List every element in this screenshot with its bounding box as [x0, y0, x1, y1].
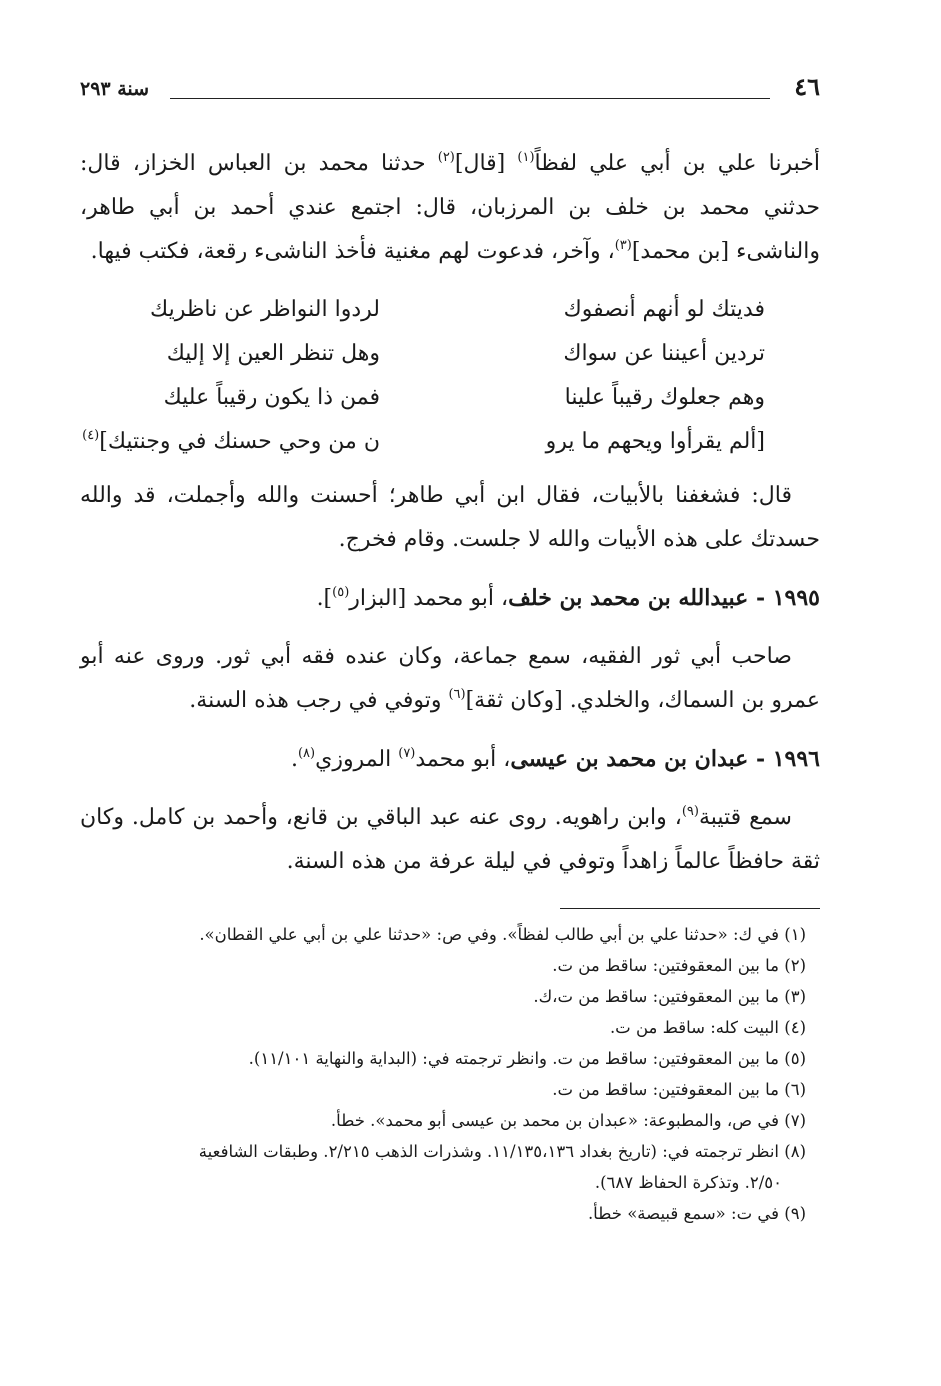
text-segment: ، وآخر، فدعوت لهم مغنية فأخذ الناشىء رقعة، فكتب فيها.: [90, 239, 615, 264]
footnote-separator: [560, 908, 820, 909]
footnote: (٢) ما بين المعقوفتين: ساقط من ت.: [552, 956, 806, 975]
page-header: [80, 70, 820, 110]
entry-name: عبدان بن محمد بن عيسى: [510, 746, 749, 772]
text-segment: [قال]: [454, 151, 518, 176]
poem-verse: [80, 420, 820, 464]
footnote: (٧) في ص، والمطبوعة: «عبدان بن محمد بن عيسى أبو محمد». خطأ.: [330, 1111, 806, 1130]
footnotes: [80, 919, 820, 1229]
text-segment: ].: [316, 586, 333, 611]
text-segment: .: [290, 747, 298, 772]
text-segment: ، أبو محمد: [415, 747, 511, 772]
entry-name: عبيدالله بن محمد بن خلف: [508, 585, 749, 611]
footnote: (٥) ما بين المعقوفتين: ساقط من ت. وانظر ترجمته في: (البداية والنهاية ١١/١٠١).: [248, 1049, 806, 1068]
footnote-ref[interactable]: (٥): [332, 585, 350, 600]
text-segment: أخبرنا علي بن أبي علي لفظاً: [534, 151, 820, 176]
page-number: ٤٦: [794, 72, 820, 101]
footnote: (٦) ما بين المعقوفتين: ساقط من ت.: [552, 1080, 806, 1099]
footnote-ref[interactable]: (٦): [448, 687, 466, 702]
entry-number: ١٩٩٥ -: [748, 585, 820, 611]
poem-verse: [80, 376, 820, 420]
poem-verse: [80, 332, 820, 376]
verse-first-hemistich: وهم جعلوك رقيباً علينا: [564, 385, 765, 410]
footnote: (١) في ك: «حدثنا علي بن أبي طالب لفظاً». وفي ص: «حدثنا علي بن أبي علي القطان».: [199, 925, 806, 944]
text-segment: ن من وحي حسنك في وجنتيك]: [99, 429, 380, 454]
footnote-ref[interactable]: (٩): [681, 804, 699, 819]
footnote-ref[interactable]: (٣): [614, 238, 632, 253]
footnote: (٣) ما بين المعقوفتين: ساقط من ت،ك.: [533, 987, 806, 1006]
text-segment: المروزي: [315, 747, 399, 772]
entry-number: ١٩٩٦ -: [748, 746, 820, 772]
footnote-ref[interactable]: (١): [517, 150, 535, 165]
footnote-ref[interactable]: (٢): [437, 150, 455, 165]
book-page: [80, 70, 820, 1229]
footnote-line: (٨) انظر ترجمته في: (تاريخ بغداد ١١/١٣٥،١٣٦. وشذرات الذهب ٢/٢١٥. وطبقات الشافعية: [198, 1142, 806, 1161]
text-segment: ، أبو محمد [البزار: [349, 586, 509, 611]
paragraph-biography-1995: [80, 635, 820, 723]
footnote-ref[interactable]: (٧): [398, 746, 416, 761]
footnote: (٤) البيت كله: ساقط من ت.: [609, 1018, 806, 1037]
footnote-continuation: ٢/٥٠. وتذكرة الحفاظ ٦٨٧).: [594, 1173, 782, 1192]
poem-verse: [80, 288, 820, 332]
verse-second-hemistich: فمن ذا يكون رقيباً عليك: [163, 385, 380, 410]
biography-entry-1995: [80, 576, 820, 621]
verse-first-hemistich: [ألم يقرأوا ويحهم ما يرو: [545, 429, 765, 454]
verse-first-hemistich: فديتك لو أنهم أنصفوك: [563, 297, 765, 322]
text-segment: حدثنا محمد بن العباس الخزاز، قال: حدثني محمد بن خلف بن المرزبان، قال: اجتمع عندي أحمد بن أبي طاهر، والناشىء [بن محمد]: [80, 151, 820, 264]
poem: [80, 288, 820, 464]
running-head-year: سنة ٢٩٣: [80, 78, 150, 100]
text-segment: صاحب أبي ثور الفقيه، سمع جماعة، وكان عنده فقه أبي ثور. وروى عنه أبو عمرو بن السماك، والخلدي. [وكان ثقة]: [80, 644, 820, 713]
paragraph-narration: [80, 142, 820, 274]
paragraph-biography-1996: [80, 796, 820, 884]
header-rule: [170, 98, 770, 99]
verse-first-hemistich: تردين أعيننا عن سواك: [563, 341, 765, 366]
text-segment: وتوفي في رجب هذه السنة.: [189, 688, 449, 713]
text-segment: سمع قتيبة: [698, 805, 792, 830]
verse-second-hemistich: وهل تنظر العين إلا إليك: [166, 341, 380, 366]
text-segment: ، وابن راهويه. روى عنه عبد الباقي بن قانع، وأحمد بن كامل. وكان ثقة حافظاً عالماً زاهداً وتوفي في ليلة عرفة من هذه السنة.: [80, 805, 820, 874]
paragraph-reaction: قال: فشغفنا بالأبيات، فقال ابن أبي طاهر؛ أحسنت والله وأجملت، قد والله حسدتك على هذه الأبيات والله لا جلست. وقام فخرج.: [80, 483, 820, 552]
verse-second-hemistich: [80, 420, 380, 464]
biography-entry-1996: [80, 737, 820, 782]
footnote-ref[interactable]: (٤): [82, 428, 100, 443]
footnote-ref[interactable]: (٨): [297, 746, 316, 761]
footnote: (٩) في ت: «سمع قبيصة» خطأ.: [587, 1204, 806, 1223]
footnote: [80, 1136, 820, 1198]
verse-second-hemistich: لردوا النواظر عن ناظريك: [150, 297, 380, 322]
